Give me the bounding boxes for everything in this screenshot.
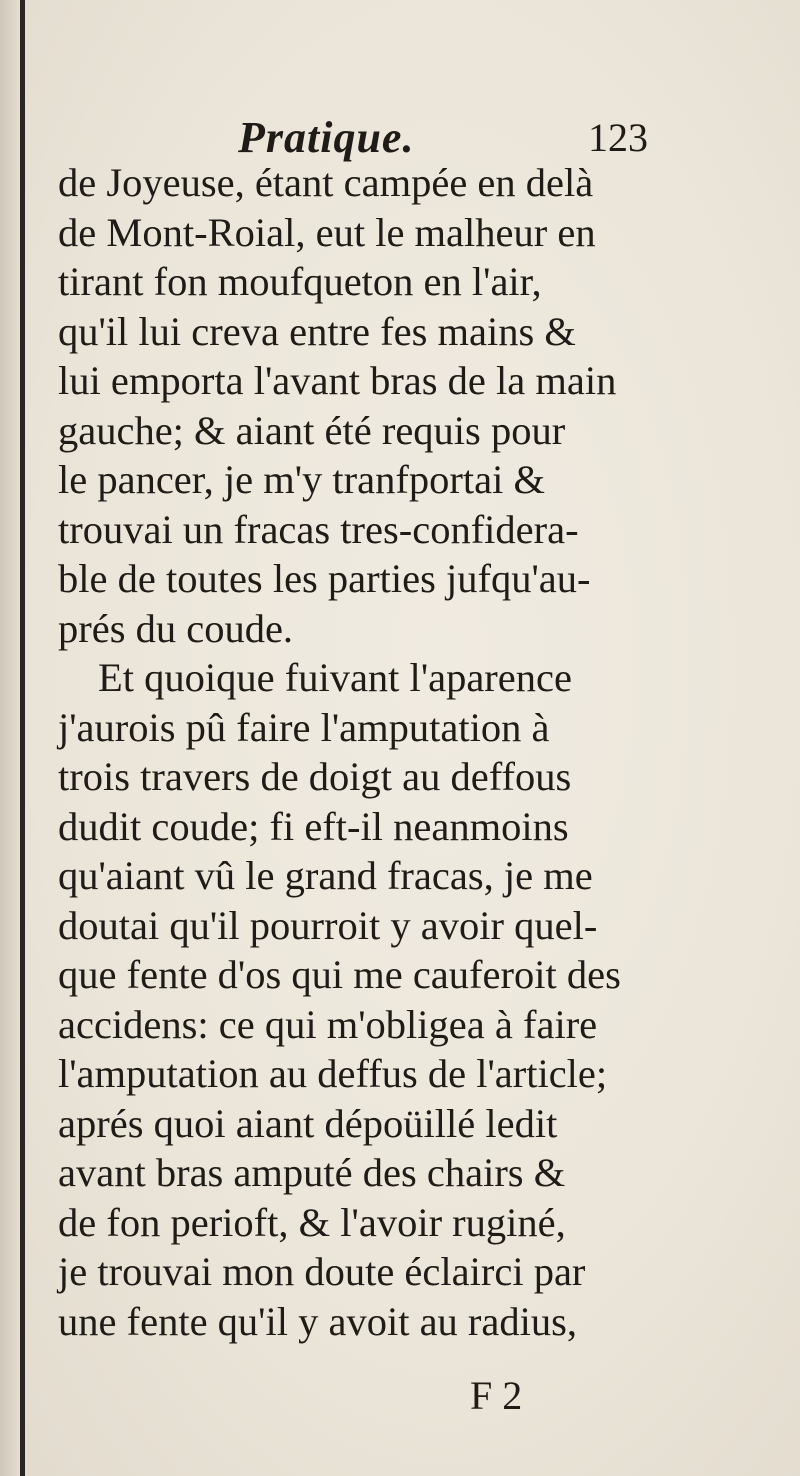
text-line: j'aurois pû faire l'amputation à [58,704,550,750]
binding-edge [20,0,25,1476]
text-line: tirant fon moufqueton en l'air, [58,259,542,304]
binding-shadow [0,0,20,1476]
text-line: prés du coude. [58,605,294,651]
text-line: avant bras amputé des chairs & [58,1150,566,1195]
text-line: accidens: ce qui m'obligea à faire [58,1001,598,1047]
text-line: le pancer, je m'y tranfportai & [58,457,545,502]
text-line: dudit coude; fi eft-il neanmoins [58,803,569,849]
text-line: aprés quoi aiant dépoüillé ledit [58,1100,558,1146]
text-line: trois travers de doigt au deffous [58,754,572,799]
text-line: de Joyeuse, étant campée en delà [58,160,594,205]
text-line: Et quoique fuivant l'aparence [98,655,572,700]
text-line: trouvai un fracas tres-confidera- [58,506,579,552]
running-title: Pratique. [238,113,415,162]
text-line: l'amputation au deffus de l'article; [58,1051,608,1096]
signature-mark: F 2 [470,1373,523,1418]
text-line: qu'aiant vû le grand fracas, je me [58,853,593,898]
text-line: de fon perioft, & l'avoir ruginé, [58,1199,566,1245]
page-number: 123 [588,115,648,160]
body-text [58,158,668,1346]
text-line: doutai qu'il pourroit y avoir quel- [58,902,598,948]
text-line: lui emporta l'avant bras de la main [58,358,617,403]
text-line: de Mont-Roial, eut le malheur en [58,209,596,255]
text-line: que fente d'os qui me cauferoit des [58,952,621,997]
text-line: une fente qu'il y avoit au radius, [58,1298,578,1344]
text-line: je trouvai mon doute éclairci par [58,1249,586,1294]
text-line: gauche; & aiant été requis pour [58,407,566,453]
text-line: qu'il lui creva entre fes mains & [58,308,576,354]
text-line: ble de toutes les parties jufqu'au- [58,556,591,601]
